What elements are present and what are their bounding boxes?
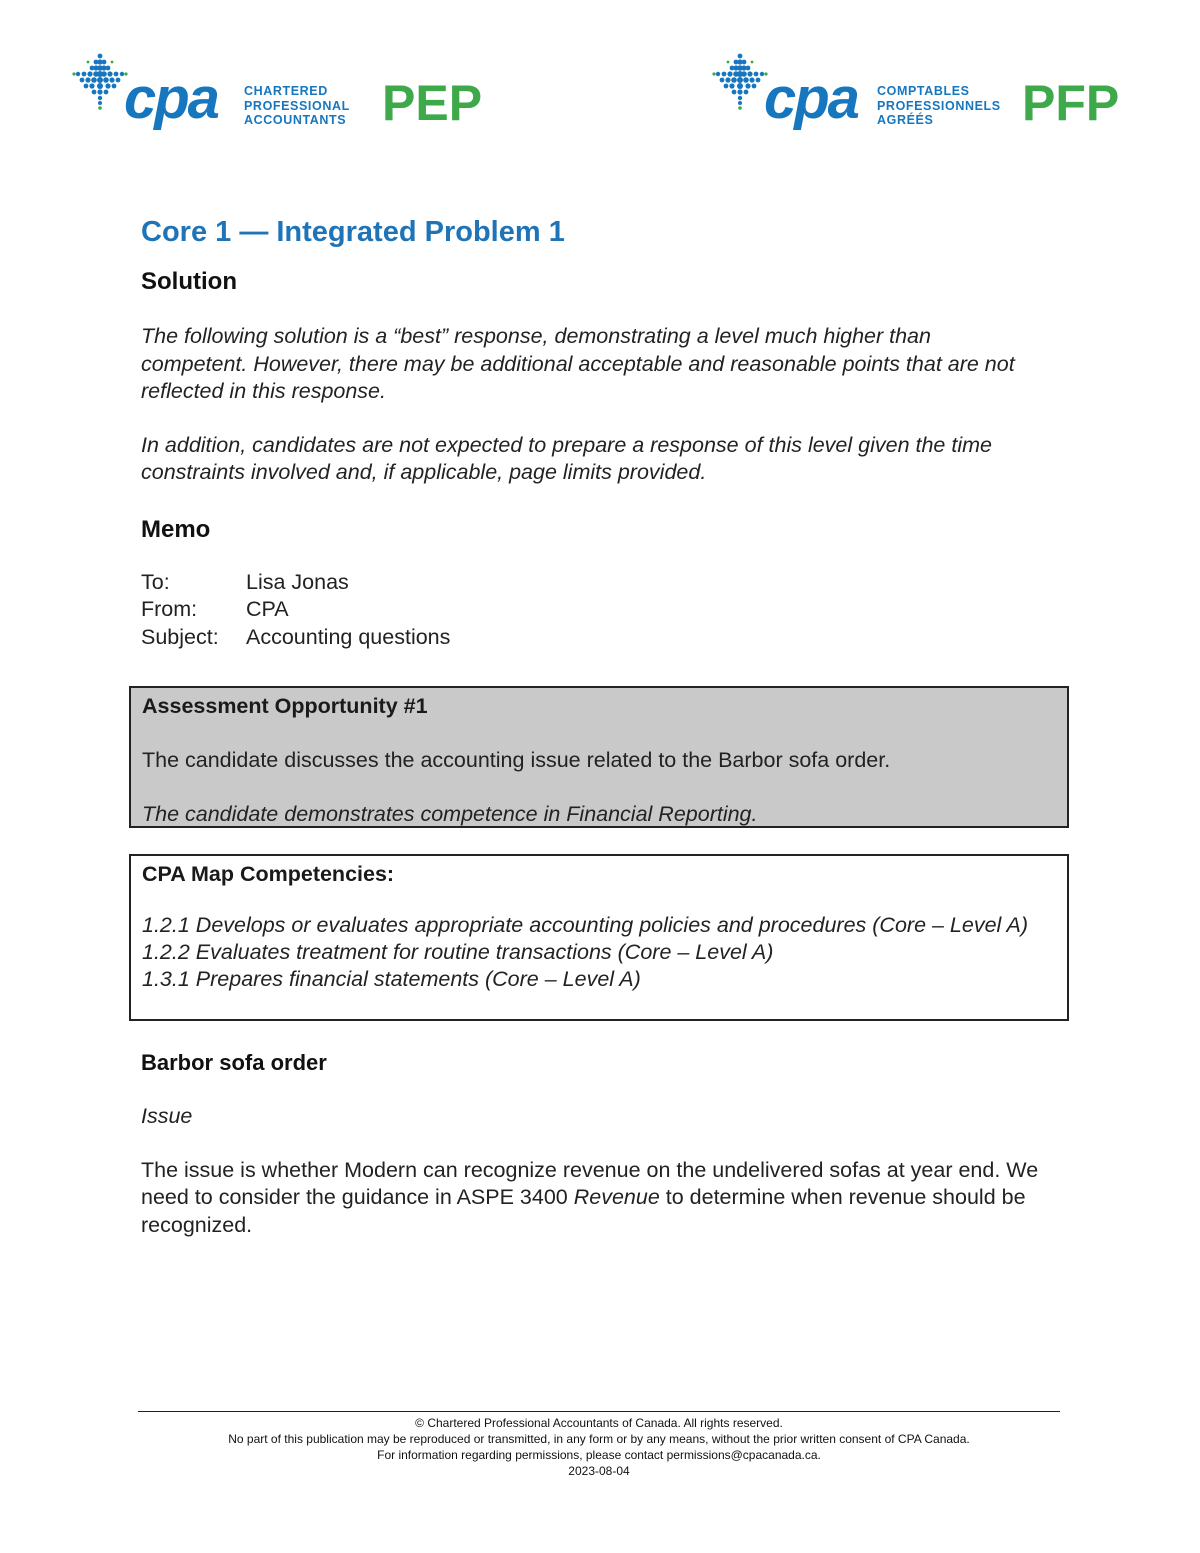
footer-notice: No part of this publication may be reproduced or transmitted, in any form or by any means, without the prior written consent of CPA Canada.: [228, 1432, 970, 1446]
cpa-logo-french: [712, 52, 1132, 142]
memo-row-subject: [141, 624, 1041, 652]
memo-label: From:: [141, 597, 198, 621]
maple-leaf-dots-icon: [72, 52, 128, 114]
competency-item: 1.2.1 Develops or evaluates appropriate accounting policies and procedures (Core – Level A): [142, 913, 1029, 937]
competencies-box: [129, 854, 1069, 1021]
assessment-opportunity-box: [129, 686, 1069, 828]
logo-subtitle: [877, 84, 1001, 128]
section-body-text: The issue is whether Modern can recognize revenue on the undelivered sofas at year end. We need to consider the guidance in ASPE 3400: [141, 1157, 1039, 1209]
competency-item: 1.3.1 Prepares financial statements (Core – Level A): [142, 967, 641, 991]
memo-value: Lisa Jonas: [246, 569, 349, 594]
logo-subtitle-line: ACCOUNTANTS: [244, 113, 347, 127]
memo-value: CPA: [246, 597, 289, 621]
memo-label: To:: [141, 569, 170, 594]
assessment-text: The candidate discusses the accounting issue related to the Barbor sofa order.: [142, 748, 891, 772]
section-subheading: Issue: [141, 1104, 193, 1128]
program-label: PFP: [1022, 75, 1120, 131]
competencies-title: CPA Map Competencies:: [142, 862, 395, 886]
section-body-text: to determine when revenue should be recognized.: [141, 1185, 1026, 1237]
memo-fields: [141, 569, 1041, 652]
memo-value: Accounting questions: [246, 624, 451, 649]
section-body-italic: Revenue: [573, 1185, 660, 1209]
footer-copyright: © Chartered Professional Accountants of Canada. All rights reserved.: [415, 1416, 783, 1430]
page-title: Core 1 — Integrated Problem 1: [141, 216, 565, 248]
cpa-wordmark: cpa: [764, 66, 858, 131]
assessment-competence: The candidate demonstrates competence in Financial Reporting.: [142, 802, 758, 826]
cpa-logo-english: [72, 52, 502, 142]
barbor-section: [141, 1048, 1041, 1239]
document-body-top: [141, 212, 1041, 651]
section-heading: Barbor sofa order: [141, 1050, 327, 1075]
competency-item: 1.2.2 Evaluates treatment for routine transactions (Core – Level A): [142, 940, 774, 964]
page-footer: [138, 1411, 1060, 1479]
maple-leaf-dots-icon: [712, 52, 768, 114]
cpa-wordmark: cpa: [124, 66, 218, 131]
logo-subtitle-line: PROFESSIONNELS: [877, 98, 1001, 113]
logo-subtitle-line: AGRÉÉS: [877, 113, 934, 127]
logo-subtitle: [244, 84, 350, 128]
logo-subtitle-line: PROFESSIONAL: [244, 98, 350, 113]
memo-heading: Memo: [141, 515, 211, 543]
logo-subtitle-line: CHARTERED: [244, 84, 328, 98]
memo-label: Subject:: [141, 624, 219, 649]
section-body: [141, 1157, 1041, 1240]
intro-paragraph-2: In addition, candidates are not expected to prepare a response of this level given the time constraints involved and, if applicable, page limits provided.: [141, 432, 992, 484]
intro-paragraph-1: The following solution is a “best” response, demonstrating a level much higher than competent. However, there may be additional acceptable and reasonable points that are not reflected in this response.: [141, 324, 1015, 403]
memo-row-from: [141, 596, 1041, 624]
memo-row-to: [141, 569, 1041, 597]
footer-date: 2023-08-04: [568, 1464, 630, 1478]
logo-subtitle-line: COMPTABLES: [877, 84, 970, 98]
assessment-title: Assessment Opportunity #1: [142, 694, 428, 718]
solution-heading: Solution: [141, 268, 237, 295]
program-label: PEP: [382, 75, 483, 131]
footer-permissions: For information regarding permissions, please contact permissions@cpacanada.ca.: [377, 1448, 821, 1462]
